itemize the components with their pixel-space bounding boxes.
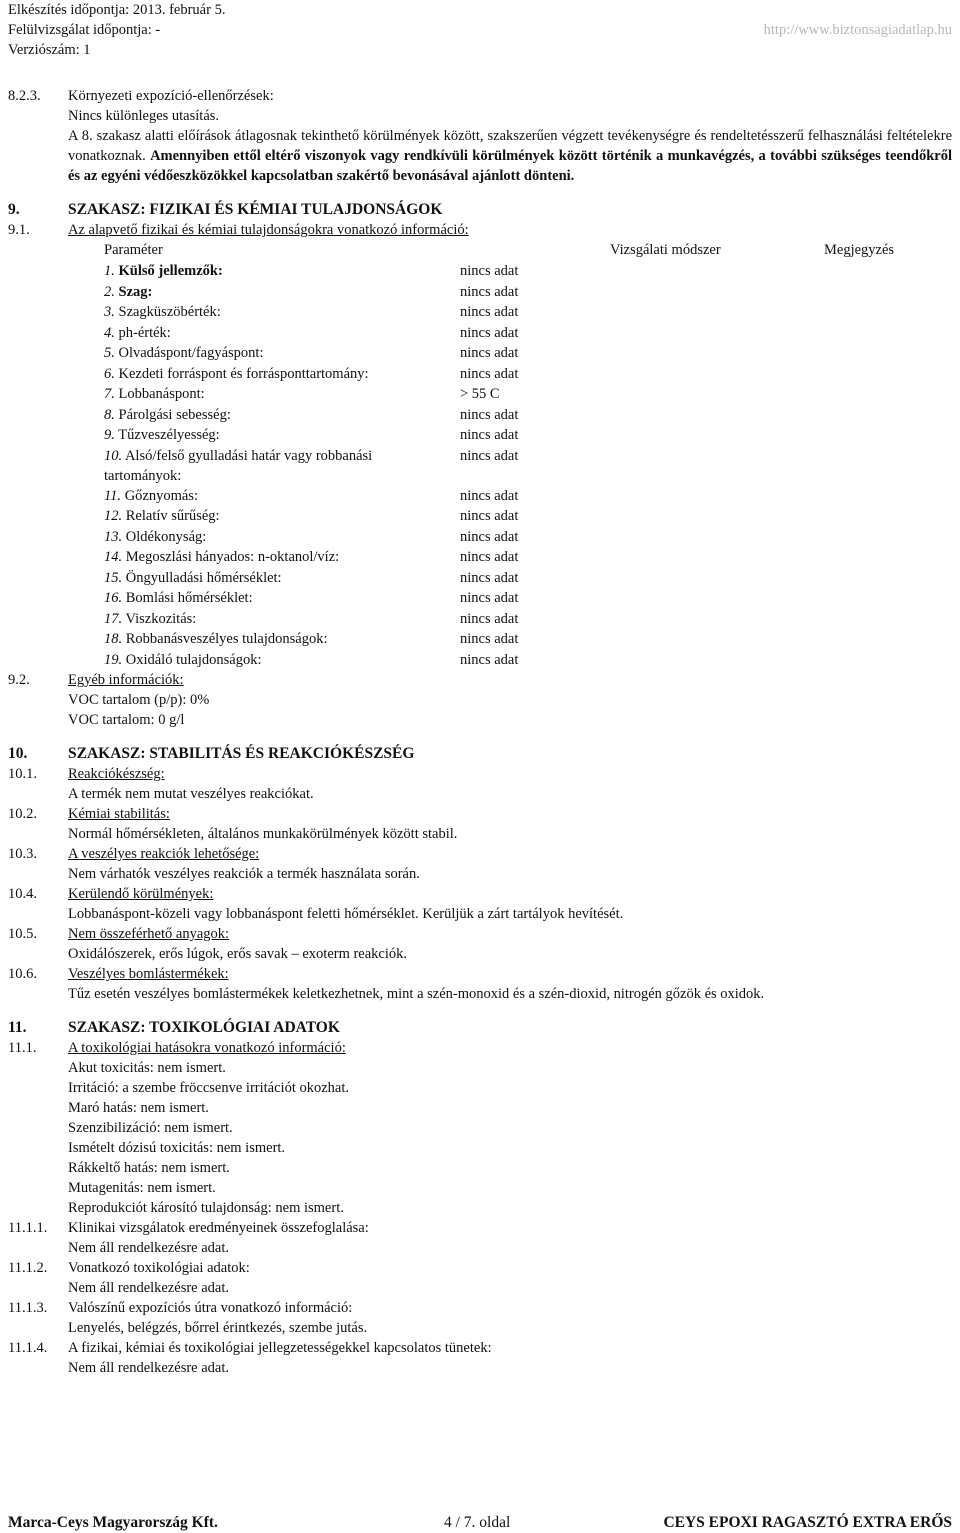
subsection-number: 10.2. [8,806,37,822]
property-row [104,323,952,344]
property-name: ph-érték: [118,324,171,341]
property-row [104,405,952,426]
property-row [104,302,952,323]
subsection-number: 11.1.4. [8,1340,48,1356]
subsection-heading [8,1258,952,1278]
toxicology-effect: Maró hatás: nem ismert. [68,1100,209,1116]
toxicology-effect: Mutagenitás: nem ismert. [68,1180,216,1196]
subsection-number: 11.1.1. [8,1220,48,1236]
subsection-number: 9.2. [8,672,30,688]
created-date: Elkészítés időpontja: 2013. február 5. [8,2,226,18]
section-number: 8.2.3. [8,88,41,104]
subsection-title: Az alapvető fizikai és kémiai tulajdonságokra vonatkozó információ: [68,222,469,238]
subsection-number: 11.1.3. [8,1300,48,1316]
subsection-text: Lobbanáspont-közeli vagy lobbanáspont feletti hőmérséklet. Kerüljük a zárt tartályok hevítését. [68,906,624,922]
property-name: Viszkozitás: [125,610,197,627]
property-value: > 55 C [460,386,500,402]
subsection-title: Kerülendő körülmények: [68,886,214,902]
subsection-heading [8,884,952,904]
property-value: nincs adat [460,406,519,423]
property-label [104,364,952,384]
property-name: Tűzveszélyesség: [118,427,220,443]
property-number: 4. [104,324,115,341]
document-body [8,86,953,1531]
voc-content-percent: VOC tartalom (p/p): 0% [68,692,210,708]
subsection-9-1-heading [8,220,952,240]
subsection-number: 10.5. [8,926,37,942]
property-number: 10. [104,447,123,464]
website-link[interactable]: http://www.biztonsagiadatlap.hu [763,22,952,38]
subsection-text: Nem áll rendelkezésre adat. [68,1360,230,1376]
property-name: Robbanásveszélyes tulajdonságok: [125,631,328,647]
toxicology-effect: Akut toxicitás: nem ismert. [68,1060,226,1076]
property-value: nincs adat [460,427,519,443]
document-header [8,0,952,60]
property-label [104,282,952,302]
property-label [104,486,952,506]
property-label [104,261,952,281]
subsection-text: Normál hőmérsékleten, általános munkakörülmények között stabil. [68,826,458,842]
property-number: 3. [104,304,115,320]
paragraph-bold: Amennyiben ettől eltérő viszonyok vagy rendkívüli körülmények között történik a munkavégzés, a további szükséges teendőkről és az egyéni védőeszközökkel kapcsolatban szakértő bevonásával ajánlott dönteni. [68,148,953,184]
property-row [104,486,952,507]
property-name: Kezdeti forráspont és forrásponttartomány: [118,365,369,382]
property-label [104,323,952,343]
property-value: nincs adat [460,345,519,361]
property-value: nincs adat [460,610,519,627]
subsection-number: 10.3. [8,846,37,862]
section-title: Környezeti expozíció-ellenőrzések: [68,88,274,104]
property-value: nincs adat [460,528,519,545]
property-row [104,568,952,589]
column-note: Megjegyzés [824,242,895,258]
review-date: Felülvizsgálat időpontja: - [8,22,161,38]
subsection-heading [8,764,952,784]
subsection-title: Klinikai vizsgálatok eredményeinek összefoglalása: [68,1220,369,1236]
property-value: nincs adat [460,324,519,341]
toxicology-effect: Irritáció: a szembe fröccsenve irritációt okozhat. [68,1080,350,1096]
voc-content-gl: VOC tartalom: 0 g/l [68,712,185,728]
property-number: 12. [104,508,123,524]
subsection-title: Egyéb információk: [68,672,184,688]
subsection-number: 10.1. [8,766,37,782]
property-number: 9. [104,427,115,443]
property-number: 11. [104,487,122,504]
subsection-heading [8,1338,952,1358]
section-number: 11. [8,1019,27,1036]
property-name: Megoszlási hányados: n-oktanol/víz: [125,549,340,565]
property-value: nincs adat [460,283,519,300]
subsection-number: 11.1.2. [8,1260,48,1276]
property-label [104,650,952,670]
subsection-title: Vonatkozó toxikológiai adatok: [68,1260,250,1276]
property-name: Külső jellemzők: [118,263,223,279]
subsection-title: Nem összeférhető anyagok: [68,926,230,942]
property-value: nincs adat [460,569,519,586]
property-label [104,609,952,629]
property-number: 7. [104,386,115,402]
property-name: Alsó/felső gyulladási határ vagy robbanási [124,447,373,464]
toxicology-effect: Rákkeltő hatás: nem ismert. [68,1160,230,1176]
subsection-text: Oxidálószerek, erős lúgok, erős savak – exoterm reakciók. [68,946,408,962]
property-label [104,405,952,425]
property-value: nincs adat [460,631,519,647]
property-row [104,384,952,405]
property-name: Lobbanáspont: [118,386,205,402]
subsection-title: Kémiai stabilitás: [68,806,170,822]
property-row [104,588,952,609]
property-value: nincs adat [460,365,519,382]
section-10-items [8,764,952,1004]
property-row [104,629,952,650]
property-number: 16. [104,590,123,606]
property-label [104,547,952,567]
product-name: CEYS EPOXI RAGASZTÓ EXTRA ERŐS [663,1514,952,1531]
subsection-11-1-heading [8,1038,952,1058]
subsection-text: Nem áll rendelkezésre adat. [68,1240,230,1256]
subsection-title: Reakciókészség: [68,766,165,782]
property-table [104,261,952,670]
property-row [104,609,952,630]
subsection-text: Tűz esetén veszélyes bomlástermékek keletkezhetnek, mint a szén-monoxid és a szén-dioxid, nitrogén gőzök és oxidok. [68,986,765,1002]
property-number: 1. [104,263,115,279]
property-label [104,302,952,322]
toxicology-effect: Reprodukciót károsító tulajdonság: nem ismert. [68,1200,344,1216]
property-name: Szagküszöbérték: [118,304,221,320]
property-label [104,629,952,649]
property-value: nincs adat [460,447,519,464]
page-number: 4 / 7. oldal [444,1514,511,1531]
column-method: Vizsgálati módszer [610,242,721,258]
property-label [104,568,952,588]
property-table-header [104,240,952,261]
subsection-heading [8,804,952,824]
property-name-continued: tartományok: [104,467,182,484]
property-name: Gőznyomás: [124,487,198,504]
env-exposure-paragraph [68,126,952,186]
subsection-heading [8,964,952,984]
property-label [104,446,952,466]
subsection-text: Nem várhatók veszélyes reakciók a termék használata során. [68,866,420,882]
property-value: nincs adat [460,651,519,668]
property-name: Relatív sűrűség: [125,508,220,524]
version-number: Verziószám: 1 [8,42,91,58]
property-row [104,364,952,385]
subsection-title: A toxikológiai hatásokra vonatkozó információ: [68,1040,346,1056]
section-11-heading [8,1018,952,1038]
property-label [104,384,952,404]
subsection-heading [8,1218,952,1238]
property-label [104,588,952,608]
property-name: Szag: [118,283,153,300]
property-value: nincs adat [460,508,519,524]
property-row [104,506,952,527]
subsection-number: 11.1. [8,1040,37,1056]
property-value: nincs adat [460,590,519,606]
property-number: 18. [104,631,123,647]
subsection-text: A termék nem mutat veszélyes reakciókat. [68,786,314,802]
property-value: nincs adat [460,263,519,279]
toxicology-effect: Ismételt dózisú toxicitás: nem ismert. [68,1140,286,1156]
property-row [104,650,952,671]
property-value: nincs adat [460,549,519,565]
property-number: 6. [104,365,115,382]
property-number: 13. [104,528,123,545]
subsection-title: A veszélyes reakciók lehetősége: [68,846,260,862]
section-title: SZAKASZ: FIZIKAI ÉS KÉMIAI TULAJDONSÁGOK [68,201,443,218]
subsection-number: 10.6. [8,966,37,982]
property-row [104,261,952,282]
section-title: SZAKASZ: STABILITÁS ÉS REAKCIÓKÉSZSÉG [68,745,415,762]
env-exposure-note: Nincs különleges utasítás. [68,108,220,124]
property-label [104,425,952,445]
subsection-heading [8,924,952,944]
property-name: Párolgási sebesség: [118,406,231,423]
property-number: 14. [104,549,123,565]
paragraph-normal: A 8. szakasz alatti előírások átlagosnak tekinthető körülmények között, szakszerűen végzett tevékenységre és rendeltetésszerű felhasználási feltételekre vonatkoznak. [68,128,952,164]
property-value: nincs adat [460,487,519,504]
toxicology-effects-list [68,1058,952,1218]
property-label [104,343,952,363]
property-value: nincs adat [460,304,519,320]
section-11-subsections [8,1218,952,1378]
section-8-2-3-heading [8,86,952,106]
subsection-heading [8,844,952,864]
section-9-heading [8,200,952,220]
property-row [104,343,952,364]
property-number: 5. [104,345,115,361]
section-number: 10. [8,745,28,762]
property-name: Oldékonyság: [125,528,207,545]
company-name: Marca-Ceys Magyarország Kft. [8,1514,218,1531]
property-number: 8. [104,406,115,423]
subsection-heading [8,1298,952,1318]
section-10-heading [8,744,952,764]
subsection-number: 10.4. [8,886,37,902]
section-number: 9. [8,201,20,218]
subsection-title: A fizikai, kémiai és toxikológiai jellegzetességekkel kapcsolatos tünetek: [68,1340,492,1356]
property-row [104,282,952,303]
document-footer [8,1513,952,1533]
subsection-9-2-heading [8,670,952,690]
property-number: 17. [104,610,123,627]
subsection-text: Nem áll rendelkezésre adat. [68,1280,230,1296]
property-name: Bomlási hőmérséklet: [125,590,253,606]
section-title: SZAKASZ: TOXIKOLÓGIAI ADATOK [68,1019,340,1036]
property-name: Öngyulladási hőmérséklet: [125,569,282,586]
column-parameter: Paraméter [104,242,163,258]
property-name: Olvadáspont/fagyáspont: [118,345,264,361]
property-row [104,446,952,486]
toxicology-effect: Szenzibilizáció: nem ismert. [68,1120,233,1136]
property-number: 19. [104,651,123,668]
subsection-text: Lenyelés, belégzés, bőrrel érintkezés, szembe jutás. [68,1320,368,1336]
property-number: 15. [104,569,123,586]
subsection-title: Valószínű expozíciós útra vonatkozó információ: [68,1300,353,1316]
property-label [104,506,952,526]
subsection-number: 9.1. [8,222,30,238]
property-row [104,527,952,548]
property-row [104,425,952,446]
property-name: Oxidáló tulajdonságok: [125,651,262,668]
property-number: 2. [104,283,115,300]
property-label [104,527,952,547]
subsection-title: Veszélyes bomlástermékek: [68,966,229,982]
property-row [104,547,952,568]
